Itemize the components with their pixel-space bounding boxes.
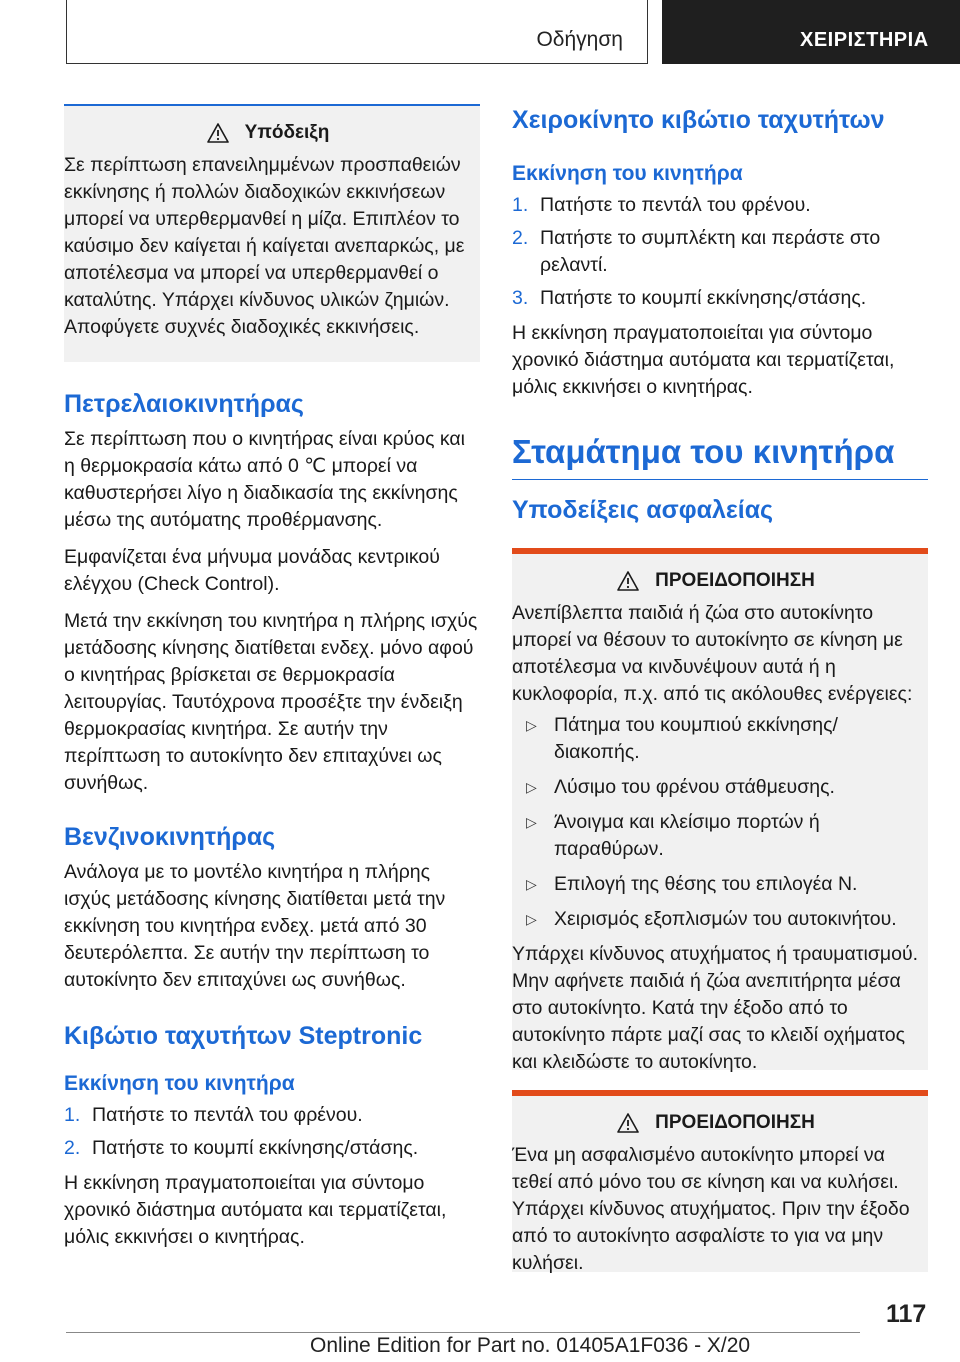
chapter-tab: ΧΕΙΡΙΣΤΗΡΙΑ (662, 0, 960, 64)
list-item: ▷ Χειρισμός εξοπλισμών του αυτοκινήτου. (512, 906, 920, 933)
list-item: ▷ Άνοιγμα και κλείσιμο πορτών ή παραθύρων. (512, 809, 920, 863)
warning-note-1-title: ΠΡΟΕΙΔΟΠΟΙΗΣΗ (655, 570, 815, 591)
steptronic-heading: Κιβώτιο ταχυτήτων Steptronic (64, 1022, 423, 1050)
triangle-bullet-icon: ▷ (526, 717, 537, 733)
footer-edition: Online Edition for Part no. 01405A1F036 - X/20 (310, 1334, 751, 1357)
steptronic-steps (64, 1102, 480, 1162)
triangle-bullet-icon: ▷ (526, 779, 537, 795)
warning-note-1-header (512, 564, 920, 598)
petrol-paragraph-2: Εμφανίζεται ένα μήνυμα μονάδας κεντρικού ελέγχου (Check Control). (64, 546, 440, 595)
list-item: 1. Πατήστε το πεντάλ του φρένου. (64, 1104, 363, 1126)
section-header-box (66, 0, 648, 64)
warning-note-2 (512, 1090, 928, 1272)
section-title: Οδήγηση (536, 28, 623, 51)
warning-note-1-list (512, 712, 920, 933)
list-item: 2. Πατήστε το κουμπί εκκίνησης/στάσης. (64, 1137, 419, 1159)
list-item: ▷ Λύσιμο του φρένου στάθμευσης. (512, 774, 920, 801)
warning-note-2-title: ΠΡΟΕΙΔΟΠΟΙΗΣΗ (655, 1112, 815, 1133)
petrol-paragraph-3: Μετά την εκκίνηση του κινητήρα η πλήρης ισχύς μετάδοσης κίνησης διατίθεται ενδεχ. μόνο αφού ο κινητήρας βρίσκεται σε θερμοκρασία λειτουργίας. Ταυτόχρονα προσέξτε την ένδειξη θερμοκρασίας κινητήρα. Σε αυτήν την περίπτωση το αυτοκίνητο δεν επιταχύνει ως συνήθως. (64, 610, 478, 794)
list-item: 1. Πατήστε το πεντάλ του φρένου. (512, 194, 811, 216)
warning-note-1-outro: Υπάρχει κίνδυνος ατυχήματος ή τραυματισμού. Μην αφήνετε παιδιά ή ζώα ανεπιτήρητα μέσα στο αυτοκίνητο. Κατά την έξοδο από το αυτοκίνητο πάρτε μαζί σας το κλειδί οχήματος και κλειδώστε το αυτοκίνητο. (512, 943, 919, 1073)
hint-note-title: Υπόδειξη (244, 122, 330, 143)
warning-note-2-text: Ένα μη ασφαλισμένο αυτοκίνητο μπορεί να τεθεί από μόνο του σε κίνηση και να κυλήσει. Υπάρχει κίνδυνος ατυχήματος. Πριν την έξοδο από το αυτοκίνητο ασφαλίστε το για να μην κυλήσει. (512, 1144, 910, 1274)
steptronic-subheading: Εκκίνηση του κινητήρα (64, 1072, 295, 1095)
gasoline-engine-heading: Βενζινοκινητήρας (64, 823, 276, 851)
warning-note-2-header (512, 1106, 920, 1140)
safety-notes-heading: Υποδείξεις ασφαλείας (512, 496, 774, 524)
warning-note-1-intro: Ανεπίβλεπτα παιδιά ή ζώα στο αυτοκίνητο μπορεί να θέσουν το αυτοκίνητο σε κίνηση με αποτέλεσμα να κινδυνέψουν αυτά ή η κυκλοφορία, π.χ. από τις ακόλουθες ενέργειες: (512, 602, 913, 705)
hint-note-text: Σε περίπτωση επανειλημμένων προσπαθειών εκκίνησης ή πολλών διαδοχικών εκκινήσεων μπορεί να υπερθερμανθεί η μίζα. Επιπλέον το καύσιμο δεν καίγεται ή καίγεται ανεπαρκώς, με αποτέλεσμα να μπορεί να υπερθερμανθεί ο καταλύτης. Υπάρχει κίνδυνος υλικών ζημιών. Αποφύγετε συχνές διαδοχικές εκκινήσεις. (64, 154, 465, 338)
warning-triangle-icon (617, 571, 639, 591)
stopping-engine-heading: Σταμάτημα του κινητήρα (512, 433, 895, 470)
list-item: 3. Πατήστε το κουμπί εκκίνησης/στάσης. (512, 287, 867, 309)
footer-divider (66, 1332, 860, 1333)
manual-gearbox-heading: Χειροκίνητο κιβώτιο ταχυτήτων (512, 106, 885, 134)
stopping-heading-rule (512, 431, 928, 480)
petrol-paragraph-1: Σε περίπτωση που ο κινητήρας είναι κρύος και η θερμοκρασία κάτω από 0 ℃ μπορεί να καθυστερήσει λίγο η διαδικασία της εκκίνησης μέσω της αυτόματης προθέρμανσης. (64, 428, 465, 531)
manual-subheading: Εκκίνηση του κινητήρα (512, 162, 743, 185)
warning-note-1 (512, 548, 928, 1073)
page-number: 117 (886, 1300, 927, 1328)
triangle-bullet-icon: ▷ (526, 814, 537, 830)
right-column (512, 100, 928, 1272)
petrol-engine-heading: Πετρελαιοκινητήρας (64, 390, 304, 418)
warning-triangle-icon (207, 123, 229, 143)
hint-note (64, 104, 480, 362)
gasoline-paragraph-1: Ανάλογα με το μοντέλο κινητήρα η πλήρης ισχύς μετάδοσης κίνησης διατίθεται μετά την εκκίνηση του κινητήρα ενδεχ. μετά από 30 δευτερόλεπτα. Σε αυτήν την περίπτωση το αυτοκίνητο δεν επιταχύνει ως συνήθως. (64, 861, 446, 991)
steptronic-paragraph-1: Η εκκίνηση πραγματοποιείται για σύντομο χρονικό διάστημα αυτόματα και τερματίζεται, μόλις εκκινήσει ο κινητήρας. (64, 1172, 447, 1248)
left-column (64, 100, 480, 1261)
hint-note-header (64, 116, 472, 150)
manual-paragraph-1: Η εκκίνηση πραγματοποιείται για σύντομο χρονικό διάστημα αυτόματα και τερματίζεται, μόλις εκκινήσει ο κινητήρας. (512, 322, 895, 398)
list-item: ▷ Επιλογή της θέσης του επιλογέα N. (512, 871, 920, 898)
triangle-bullet-icon: ▷ (526, 911, 537, 927)
warning-triangle-icon (617, 1113, 639, 1133)
manual-steps (512, 192, 928, 312)
list-item: ▷ Πάτημα του κουμπιού εκκίνησης/διακοπής. (512, 712, 920, 766)
triangle-bullet-icon: ▷ (526, 876, 537, 892)
list-item: 2. Πατήστε το συμπλέκτη και περάστε στο ρελαντί. (512, 227, 881, 276)
